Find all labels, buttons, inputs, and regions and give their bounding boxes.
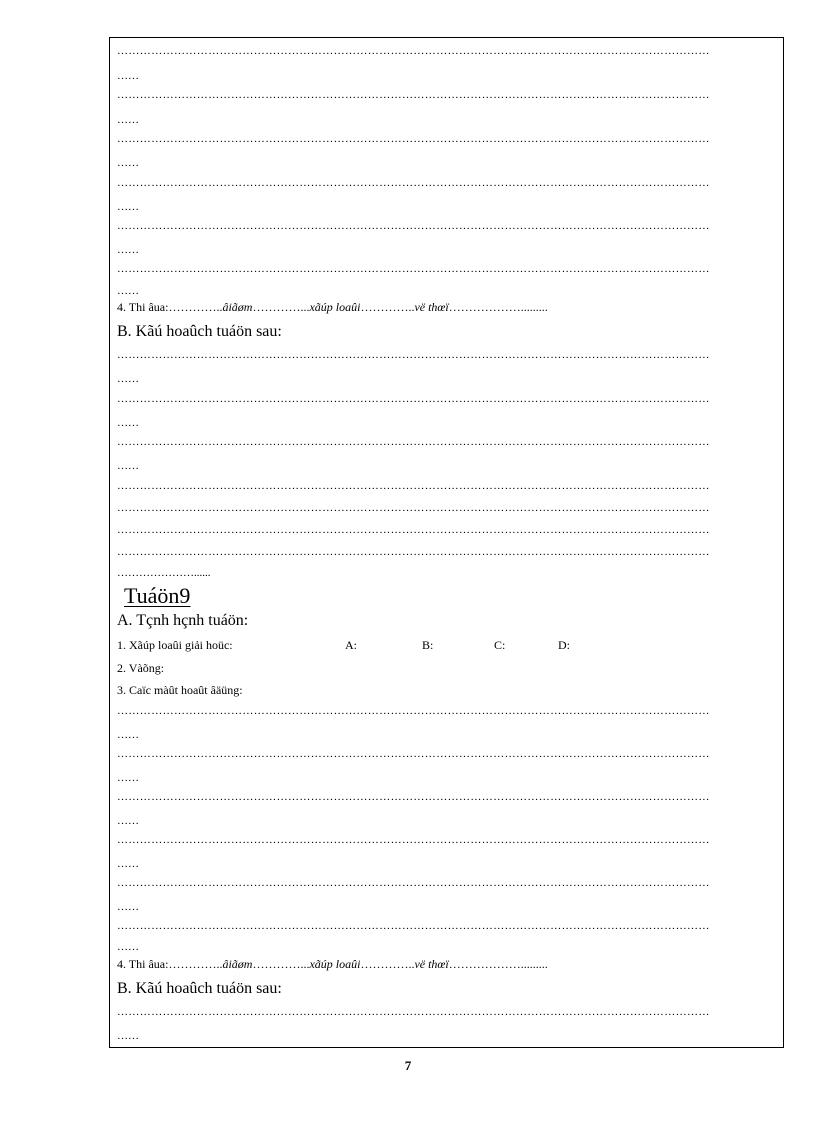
dotted-line: ………………………………………………………………………………………………………………………………………… — [117, 480, 710, 492]
contest-line — [117, 300, 777, 314]
points-field: âiãøm — [222, 300, 253, 314]
contest-label: 4. Thi âua: — [117, 300, 169, 314]
dots: ………………......... — [448, 300, 548, 314]
dotted-line-end: …… — [117, 729, 139, 741]
dots: …………... — [252, 957, 310, 971]
dotted-line-end: …… — [117, 1030, 139, 1042]
ranking-line — [117, 638, 777, 652]
dotted-line: ………………………………………………………………………………………………………………………………………… — [117, 524, 710, 536]
dots: ………………......... — [448, 957, 548, 971]
dotted-line-end: …… — [117, 858, 139, 870]
dotted-line: ………………………………………………………………………………………………………………………………………… — [117, 220, 710, 232]
grade-d: D: — [558, 638, 570, 652]
dotted-line-end: …… — [117, 373, 139, 385]
dots: ………….. — [360, 957, 415, 971]
grade-a: A: — [345, 638, 357, 652]
dotted-line: ………………………………………………………………………………………………………………………………………… — [117, 748, 710, 760]
dots: ………….. — [360, 300, 415, 314]
dotted-line: ………………………………………………………………………………………………………………………………………… — [117, 177, 710, 189]
dotted-line: ………………………………………………………………………………………………………………………………………… — [117, 546, 710, 558]
dotted-line: ………………………………………………………………………………………………………………………………………… — [117, 502, 710, 514]
dotted-line: ………………………………………………………………………………………………………………………………………… — [117, 263, 710, 275]
week-title: Tuáön9 — [124, 583, 191, 608]
dotted-line: ………………………………………………………………………………………………………………………………………… — [117, 705, 710, 717]
worksheet-frame — [109, 37, 784, 1048]
rank-field: xãúp loaûi — [309, 300, 361, 314]
dotted-line-end: …… — [117, 941, 139, 953]
dotted-line: ………………………………………………………………………………………………………………………………………… — [117, 877, 710, 889]
dotted-line-end: …… — [117, 201, 139, 213]
dotted-line-end: …… — [117, 244, 139, 256]
dotted-line: ………………………………………………………………………………………………………………………………………… — [117, 436, 710, 448]
hygiene-field: vë thœï — [414, 300, 449, 314]
contest-label: 4. Thi âua: — [117, 957, 169, 971]
ranking-label: 1. Xãúp loaûi giải hoüc: — [117, 638, 233, 652]
dotted-line: ………………………………………………………………………………………………………………………………………… — [117, 349, 710, 361]
dotted-line: ………………………………………………………………………………………………………………………………………… — [117, 920, 710, 932]
dotted-line-end: …… — [117, 901, 139, 913]
dotted-line-end: …………………...... — [117, 567, 211, 579]
grade-b: B: — [422, 638, 434, 652]
dotted-line-end: …… — [117, 417, 139, 429]
dotted-line: ………………………………………………………………………………………………………………………………………… — [117, 89, 710, 101]
absent-label: 2. Vàõng: — [117, 661, 165, 675]
dots: ………….. — [168, 957, 223, 971]
dots: …………... — [252, 300, 310, 314]
points-field: âiãøm — [222, 957, 253, 971]
dotted-line-end: …… — [117, 157, 139, 169]
dotted-line-end: …… — [117, 460, 139, 472]
dotted-line-end: …… — [117, 815, 139, 827]
dotted-line: ………………………………………………………………………………………………………………………………………… — [117, 1006, 710, 1018]
dotted-line-end: …… — [117, 772, 139, 784]
activities-label: 3. Caïc màût hoaût âäüng: — [117, 683, 243, 697]
rank-field: xãúp loaûi — [309, 957, 361, 971]
dots: ………….. — [168, 300, 223, 314]
dotted-line: ………………………………………………………………………………………………………………………………………… — [117, 393, 710, 405]
dotted-line: ………………………………………………………………………………………………………………………………………… — [117, 45, 710, 57]
dotted-line-end: …… — [117, 114, 139, 126]
dotted-line: ………………………………………………………………………………………………………………………………………… — [117, 834, 710, 846]
dotted-line: ………………………………………………………………………………………………………………………………………… — [117, 791, 710, 803]
situation-heading: A. Tçnh hçnh tuáön: — [117, 612, 249, 629]
dotted-line-end: …… — [117, 285, 139, 297]
page-number: 7 — [404, 1058, 412, 1073]
plan-heading: B. Kãú hoaûch tuáön sau: — [117, 323, 282, 340]
contest-line — [117, 957, 777, 971]
plan-heading: B. Kãú hoaûch tuáön sau: — [117, 980, 282, 997]
hygiene-field: vë thœï — [414, 957, 449, 971]
dotted-line: ………………………………………………………………………………………………………………………………………… — [117, 133, 710, 145]
dotted-line-end: …… — [117, 70, 139, 82]
grade-c: C: — [494, 638, 506, 652]
